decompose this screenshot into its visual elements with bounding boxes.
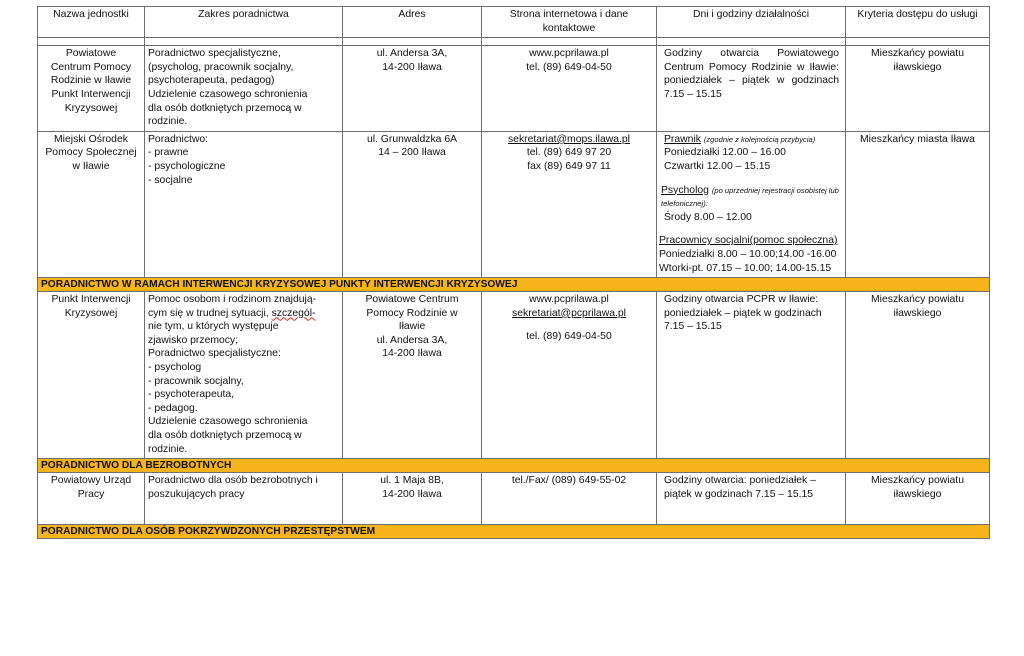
address-line: Pomocy Rodzinie w	[366, 307, 458, 319]
contact-cell	[482, 473, 657, 525]
scope-line: rodzinie.	[148, 116, 188, 128]
address-line: 14-200 Iława	[382, 348, 442, 360]
unit-name-cell	[38, 131, 145, 277]
website-link[interactable]: www.pcprilawa.pl	[529, 48, 609, 60]
address-cell	[343, 473, 482, 525]
hours-line: Wtorki-pt. 07.15 – 10.00; 14.00-15.15	[659, 262, 832, 274]
table-row-pik	[38, 292, 990, 459]
scope-cell	[145, 473, 343, 525]
section-heading: PORADNICTWO DLA BEZROBOTNYCH	[38, 459, 990, 473]
scope-line: (psycholog, pracownik socjalny,	[148, 61, 294, 73]
phone-number: tel. (89) 649-04-50	[526, 331, 612, 343]
spacer-cell	[657, 38, 846, 46]
scope-cell	[145, 46, 343, 132]
table-row-mops	[38, 131, 990, 277]
address-line: ul. 1 Maja 8B,	[380, 475, 444, 487]
scope-line: dla osób dotkniętych przemocą w	[148, 102, 302, 114]
spacer-cell	[482, 38, 657, 46]
address-line: Iławie	[398, 321, 426, 333]
scope-line: Poradnictwo dla osób bezrobotnych i	[148, 475, 318, 487]
scope-text: cym się w trudnej sytuacji,	[148, 307, 272, 319]
scope-line: dla osób dotkniętych przemocą w	[148, 430, 302, 442]
hours-line: poniedziałek – piątek w godzinach	[664, 307, 822, 319]
unit-name-line: Kryzysowej	[64, 307, 118, 319]
psychologist-heading	[659, 184, 843, 211]
scope-line: - psycholog	[148, 362, 202, 374]
address-line: ul. Grunwaldzka 6A	[366, 133, 458, 145]
scope-line: - psychologiczne	[148, 160, 226, 172]
header-row	[38, 7, 990, 38]
scope-line: Udzielenie czasowego schronienia	[148, 88, 308, 100]
spacer	[485, 320, 653, 330]
scope-line: Poradnictwo:	[148, 133, 209, 145]
criteria-cell	[846, 473, 990, 525]
header-contact: Strona internetowa i dane kontaktowe	[482, 7, 657, 38]
criteria-line: Mieszkańcy powiatu	[871, 48, 964, 60]
services-table-container	[37, 6, 989, 539]
scope-line: Poradnictwo specjalistyczne:	[148, 348, 281, 360]
section-heading: PORADNICTWO DLA OSÓB POKRZYWDZONYCH PRZESTĘPSTWEM	[38, 525, 990, 539]
social-workers-title: Pracownicy socjalni(pomoc społeczna)	[659, 235, 838, 247]
unit-name-line: Pracy	[77, 488, 105, 500]
email-link[interactable]: sekretariat@mops.ilawa.pl	[507, 133, 630, 145]
scope-line: nie tym, u których występuje	[148, 321, 279, 333]
email-link[interactable]: sekretariat@pcprilawa.pl	[512, 307, 626, 319]
criteria-cell	[846, 292, 990, 459]
address-line: 14 – 200 Iława	[378, 147, 446, 159]
table-row-pcpr	[38, 46, 990, 132]
hours-line: 7.15 – 15.15	[664, 321, 722, 333]
unit-name-line: w Iławie	[72, 160, 110, 172]
spacer-cell	[145, 38, 343, 46]
criteria-line: Mieszkańcy powiatu	[871, 475, 964, 487]
contact-cell	[482, 46, 657, 132]
hours-text: Godziny otwarcia Powiatowego Centrum Pomocy Rodzinie w Iławie: poniedziałek – piątek w godzinach 7.15 – 15.15	[664, 48, 839, 100]
header-hours: Dni i godziny działalności	[657, 7, 846, 38]
lawyer-title: Prawnik	[664, 133, 701, 145]
phone-number: tel./Fax/ (089) 649-55-02	[511, 475, 627, 487]
section-row-crisis	[38, 278, 990, 292]
scope-line: psychoterapeuta, pedagog)	[148, 75, 275, 87]
address-line: 14-200 Iława	[382, 61, 442, 73]
contact-cell	[482, 292, 657, 459]
scope-line: - prawne	[148, 147, 189, 159]
section-heading: PORADNICTWO W RAMACH INTERWENCJI KRYZYSOWEJ PUNKTY INTERWENCJI KRYZYSOWEJ	[38, 278, 990, 292]
lawyer-note: (zgodnie z kolejnością przybycia)	[703, 134, 816, 144]
hours-cell	[657, 292, 846, 459]
contact-cell	[482, 131, 657, 277]
unit-name-line: Miejski Ośrodek	[54, 133, 128, 145]
scope-line: - socjalne	[148, 174, 193, 186]
psychologist-note: (po uprzedniej rejestracji osobistej lub telefonicznej):	[661, 185, 839, 209]
lawyer-heading	[659, 133, 843, 147]
unit-name-cell	[38, 292, 145, 459]
address-line: ul. Andersa 3A,	[376, 48, 448, 60]
phone-number: tel. (89) 649 97 20	[526, 147, 612, 159]
scope-line: - pedagog.	[148, 402, 198, 414]
spacer-cell	[846, 38, 990, 46]
unit-name-line: Punkt Interwencji	[51, 88, 131, 100]
address-cell	[343, 46, 482, 132]
hours-line: piątek w godzinach 7.15 – 15.15	[664, 488, 814, 500]
spacer-cell	[38, 38, 145, 46]
header-address: Adres	[343, 7, 482, 38]
criteria-line: iławskiego	[893, 488, 942, 500]
unit-name-line: Punkt Interwencji	[51, 294, 131, 306]
header-name: Nazwa jednostki	[38, 7, 145, 38]
scope-cell	[145, 131, 343, 277]
unit-name-line: Pomocy Społecznej	[45, 147, 137, 159]
unit-name-cell	[38, 473, 145, 525]
scope-line: Pomoc osobom i rodzinom znajdują-	[148, 294, 317, 306]
table-row-pup	[38, 473, 990, 525]
criteria-cell	[846, 46, 990, 132]
fax-number: fax (89) 649 97 11	[527, 160, 611, 172]
scope-line: poszukujących pracy	[148, 488, 245, 500]
hours-line: Środy 8.00 – 12.00	[664, 211, 752, 223]
spacer	[659, 224, 843, 234]
spacer-cell	[343, 38, 482, 46]
unit-name-line: Centrum Pomocy	[50, 61, 132, 73]
scope-line: rodzinie.	[148, 443, 188, 455]
address-line: 14-200 Iława	[382, 488, 442, 500]
phone-number: tel. (89) 649-04-50	[526, 61, 612, 73]
scope-line: zjawisko przemocy;	[148, 334, 239, 346]
address-cell	[343, 131, 482, 277]
unit-name-line: Powiatowy Urząd	[50, 475, 132, 487]
scope-line	[148, 307, 339, 321]
psychologist-title: Psycholog	[661, 184, 709, 196]
criteria-line: iławskiego	[893, 61, 942, 73]
address-line: Powiatowe Centrum	[365, 294, 459, 306]
spacer-row	[38, 38, 990, 46]
hours-line: Godziny otwarcia PCPR w Iławie:	[664, 294, 819, 306]
unit-name-line: Rodzinie w Iławie	[50, 75, 132, 87]
spacer	[659, 174, 843, 184]
criteria-cell	[846, 131, 990, 277]
scope-line: Poradnictwo specjalistyczne,	[148, 48, 281, 60]
hours-line: Poniedziałki 12.00 – 16.00	[664, 147, 786, 159]
scope-line: - psychoterapeuta,	[148, 389, 235, 401]
services-table	[37, 6, 990, 539]
criteria-line: Mieszkańcy powiatu	[871, 294, 964, 306]
unit-name-line: Powiatowe	[65, 48, 117, 60]
hours-cell	[657, 473, 846, 525]
criteria-line: iławskiego	[893, 307, 942, 319]
hours-line: Czwartki 12.00 – 15.15	[664, 160, 771, 172]
hours-cell	[657, 131, 846, 277]
unit-name-line: Kryzysowej	[64, 102, 118, 114]
address-cell	[343, 292, 482, 459]
website-link[interactable]: www.pcprilawa.pl	[529, 294, 609, 306]
address-line: ul. Andersa 3A,	[376, 334, 448, 346]
header-scope: Zakres poradnictwa	[145, 7, 343, 38]
scope-line: - pracownik socjalny,	[148, 375, 244, 387]
spellcheck-word: szczegól-	[271, 307, 316, 319]
unit-name-cell	[38, 46, 145, 132]
criteria-line: Mieszkańcy miasta Iława	[860, 133, 975, 145]
section-row-unemployed	[38, 459, 990, 473]
section-row-victims	[38, 525, 990, 539]
hours-line: Poniedziałki 8.00 – 10.00;14.00 -16.00	[659, 248, 837, 260]
scope-line: Udzielenie czasowego schronienia	[148, 416, 308, 428]
header-criteria: Kryteria dostępu do usługi	[846, 7, 990, 38]
scope-cell	[145, 292, 343, 459]
hours-cell	[657, 46, 846, 132]
hours-line: Godziny otwarcia: poniedziałek –	[664, 475, 816, 487]
